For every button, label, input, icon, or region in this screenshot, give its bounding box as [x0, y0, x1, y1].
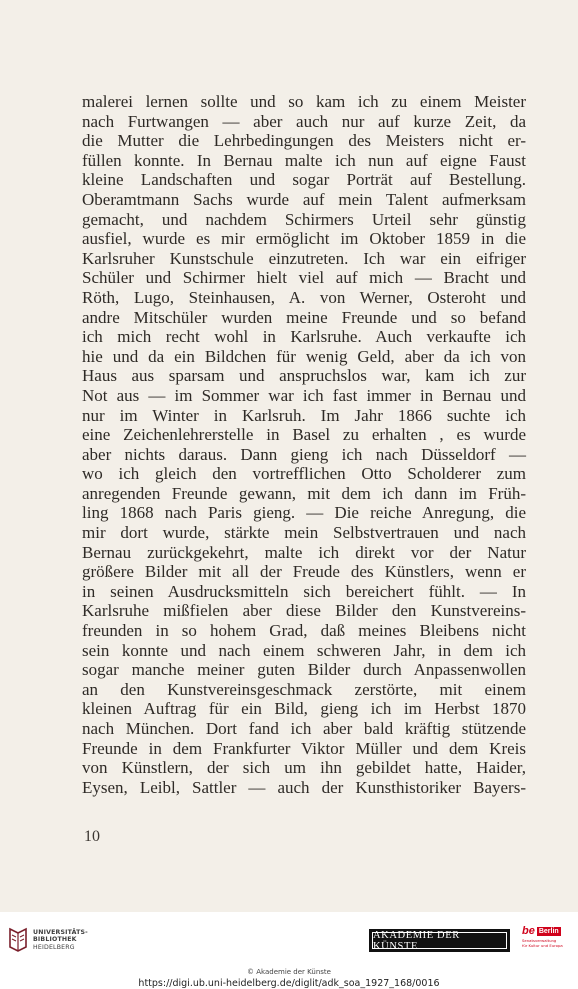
permalink-url[interactable]: https://digi.ub.uni-heidelberg.de/diglit/adk_soa_1927_168/0016 — [138, 978, 440, 989]
text-line: sein konnte und nach einem schweren Jahr, in dem ich — [82, 640, 526, 660]
text-line: sogar manche meiner guten Bilder durch Anpassenwollen — [82, 660, 526, 680]
text-line: nach München. Dort fand ich aber bald kräftig stützende — [82, 719, 526, 738]
heidelberg-library-logo[interactable] — [8, 927, 88, 953]
text-line: eine Zeichenlehrerstelle in Basel zu erhalten , es wurde — [82, 425, 526, 445]
text-line: aber nichts daraus. Dann gieng ich nach Düsseldorf — — [82, 444, 526, 464]
akademie-der-kuenste-logo[interactable] — [369, 929, 510, 952]
text-line: ausfiel, wurde es mir ermöglicht im Oktober 1859 in die — [82, 229, 526, 249]
akademie-label: AKADEMIE DER KÜNSTE — [372, 932, 507, 949]
text-line: anregenden Freunde gewann, mit dem ich dann im Früh- — [82, 483, 526, 503]
text-line: von Künstlern, der sich um ihn gebildet hatte, Haider, — [82, 758, 526, 778]
heidelberg-line-1: UNIVERSITÄTS- — [33, 929, 88, 937]
text-line: Röth, Lugo, Steinhausen, A. von Werner, Osteroht und — [82, 287, 526, 307]
text-line: größere Bilder mit all der Freude des Künstlers, wenn er — [82, 562, 526, 582]
text-line: Freunde in dem Frankfurter Viktor Müller und dem Kreis — [82, 738, 526, 758]
text-line: andre Mitschüler wurden meine Freunde und so befand — [82, 307, 526, 327]
text-line: Oberamtmann Sachs wurde auf mein Talent aufmerksam — [82, 189, 526, 209]
text-line: Karlsruhe mißfielen aber diese Bilder den Kunstvereins- — [82, 601, 526, 621]
heidelberg-library-icon — [8, 927, 28, 953]
body-text — [82, 92, 526, 797]
berlin-sub-line-1: Senatsverwaltung — [522, 938, 557, 943]
text-line: malerei lernen sollte und so kam ich zu einem Meister — [82, 92, 526, 111]
text-line: an den Kunstvereinsgeschmack zerstörte, mit einem — [82, 679, 526, 699]
text-line: hie und da ein Bildchen für wenig Geld, aber da ich von — [82, 346, 526, 366]
page-number: 10 — [84, 828, 100, 845]
text-line: nach Furtwangen — aber auch nur auf kurze Zeit, da — [82, 111, 526, 131]
text-line: freunden in so hohem Grad, daß meines Bleibens nicht — [82, 621, 526, 641]
text-line: Haus aus sparsam und anspruchslos war, kam ich zur — [82, 366, 526, 386]
text-line: Eysen, Leibl, Sattler — auch der Kunsthistoriker Bayers- — [82, 777, 526, 797]
berlin-be-mark: be — [522, 925, 535, 937]
text-line: mir dort wurde, stärkte mein Selbstvertrauen und nach — [82, 523, 526, 543]
heidelberg-line-2: BIBLIOTHEK — [33, 936, 77, 944]
heidelberg-library-name — [33, 929, 88, 951]
berlin-box-mark: Berlin — [538, 928, 559, 935]
text-line: Bernau zurückgekehrt, malte ich direkt vor der Natur — [82, 542, 526, 562]
viewer-footer — [0, 912, 578, 989]
text-line: Schüler und Schirmer hielt viel auf mich — Bracht und — [82, 268, 526, 288]
text-line: füllen konnte. In Bernau malte ich nun auf eigne Faust — [82, 150, 526, 170]
berlin-senate-logo[interactable] — [522, 926, 574, 954]
text-line: kleine Landschaften und sogar Porträt auf Bestellung. — [82, 170, 526, 190]
berlin-sub-line-2: für Kultur und Europa — [522, 942, 563, 948]
text-line: Not aus — im Sommer war ich fast immer in Bernau und — [82, 385, 526, 405]
text-line: wo ich gleich den vortrefflichen Otto Scholderer zum — [82, 464, 526, 484]
text-line: gemacht, und nachdem Schirmers Urteil sehr günstig — [82, 209, 526, 229]
text-line: in seinen Ausdrucksmitteln sich bereichert fühlt. — In — [82, 581, 526, 601]
text-line: kleinen Auftrag für ein Bild, gieng ich im Herbst 1870 — [82, 699, 526, 719]
text-line: Karlsruher Kunstschule einzutreten. Ich war ein eifriger — [82, 248, 526, 268]
text-line: die Mutter die Lehrbedingungen des Meisters nicht er- — [82, 131, 526, 151]
text-line: nur im Winter in Karlsruh. Im Jahr 1866 suchte ich — [82, 405, 526, 425]
text-line: ich mich recht wohl in Karlsruhe. Auch verkaufte ich — [82, 327, 526, 347]
text-line: ling 1868 nach Paris gieng. — Die reiche Anregung, die — [82, 503, 526, 523]
copyright-notice: © Akademie der Künste — [247, 968, 331, 976]
heidelberg-line-3: HEIDELBERG — [33, 943, 75, 951]
